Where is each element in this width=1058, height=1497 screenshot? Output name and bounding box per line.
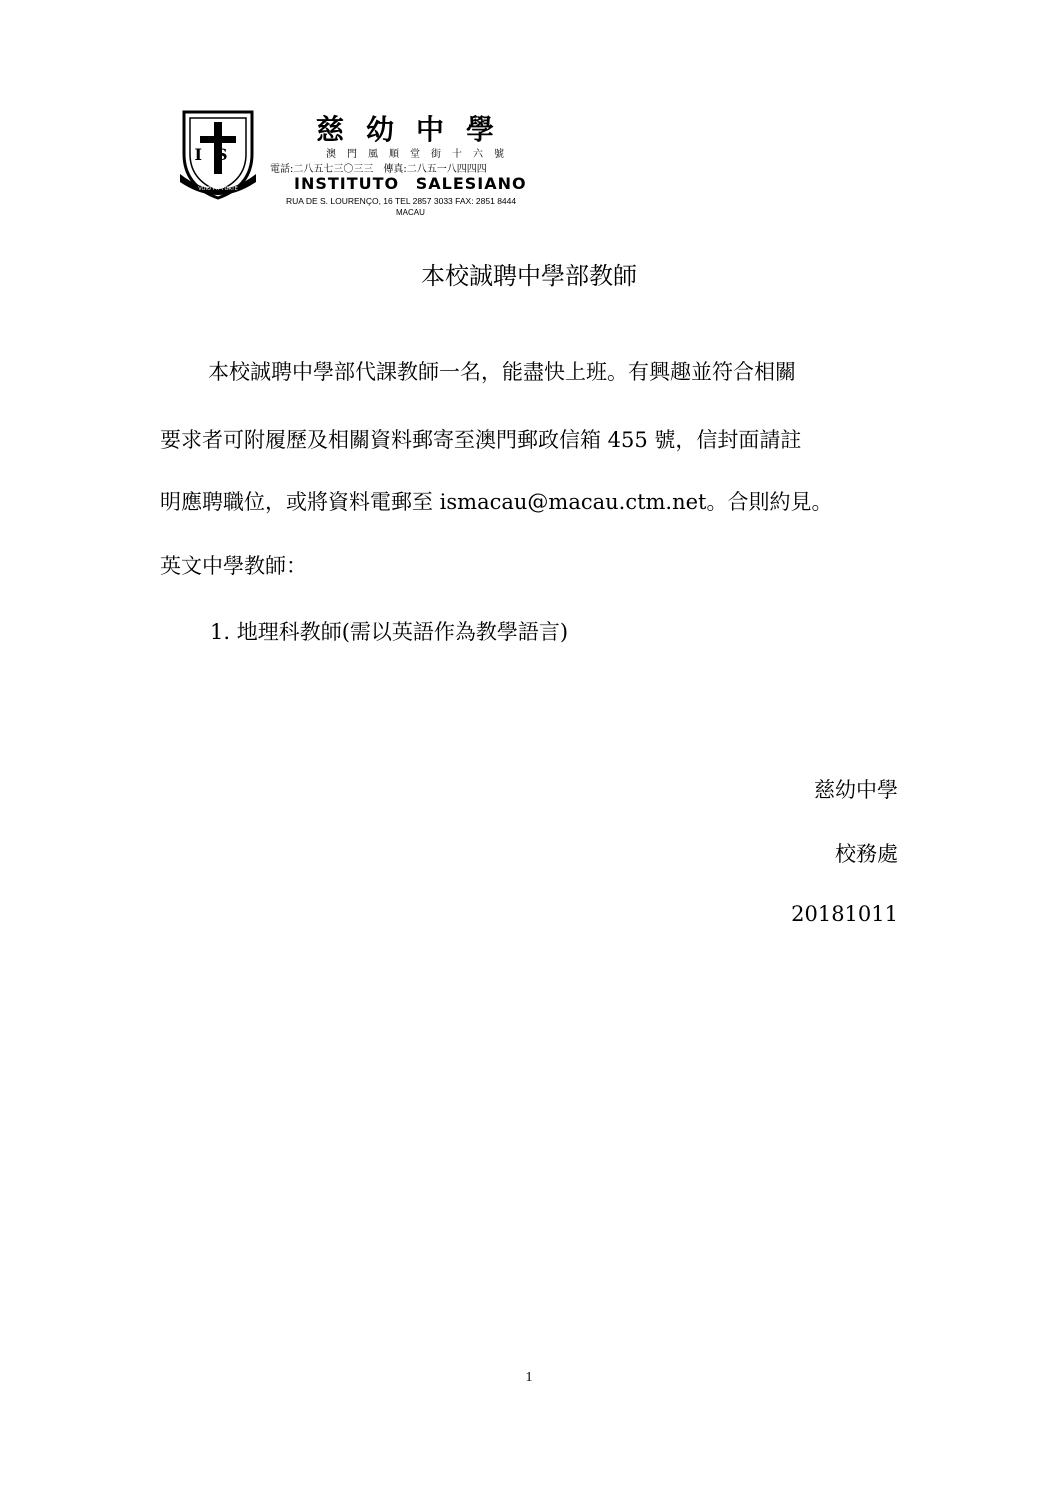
body-line-3: 明應聘職位，或將資料電郵至 ismacau@macau.ctm.net。合則約見。 [160, 490, 833, 514]
letterhead-chinese-name: 慈幼中學 [316, 113, 517, 146]
crest-motto: VOIO PIT FORTE [198, 186, 238, 192]
letterhead-english-address: RUA DE S. LOURENÇO, 16 TEL 2857 3033 FAX: 2851 8444 [286, 196, 517, 206]
signature-date: 20181011 [791, 902, 898, 926]
body-line-1: 本校誠聘中學部代課教師一名，能盡快上班。有興趣並符合相關 [208, 360, 796, 384]
page-number: 1 [525, 1370, 533, 1385]
letterhead [178, 108, 578, 220]
letterhead-chinese-phone-fax: 電話:二八五七三〇三三 傳真:二八五一八四四四 [270, 164, 487, 175]
crest-letters: IS [194, 145, 242, 164]
signature-school: 慈幼中學 [814, 778, 898, 802]
document-title: 本校誠聘中學部教師 [421, 262, 637, 290]
letterhead-english-name: INSTITUTO SALESIANO [294, 174, 527, 193]
school-crest-icon [178, 108, 258, 200]
list-item-geography-teacher: 1. 地理科教師(需以英語作為教學語言) [210, 620, 569, 644]
letterhead-chinese-address: 澳門風順堂街十六號 [326, 149, 515, 160]
signature-office: 校務處 [835, 842, 898, 866]
body-line-2: 要求者可附履歷及相關資料郵寄至澳門郵政信箱 455 號，信封面請註 [160, 428, 802, 452]
letterhead-english-city: MACAU [396, 208, 425, 217]
body-line-4: 英文中學教師： [160, 554, 307, 578]
